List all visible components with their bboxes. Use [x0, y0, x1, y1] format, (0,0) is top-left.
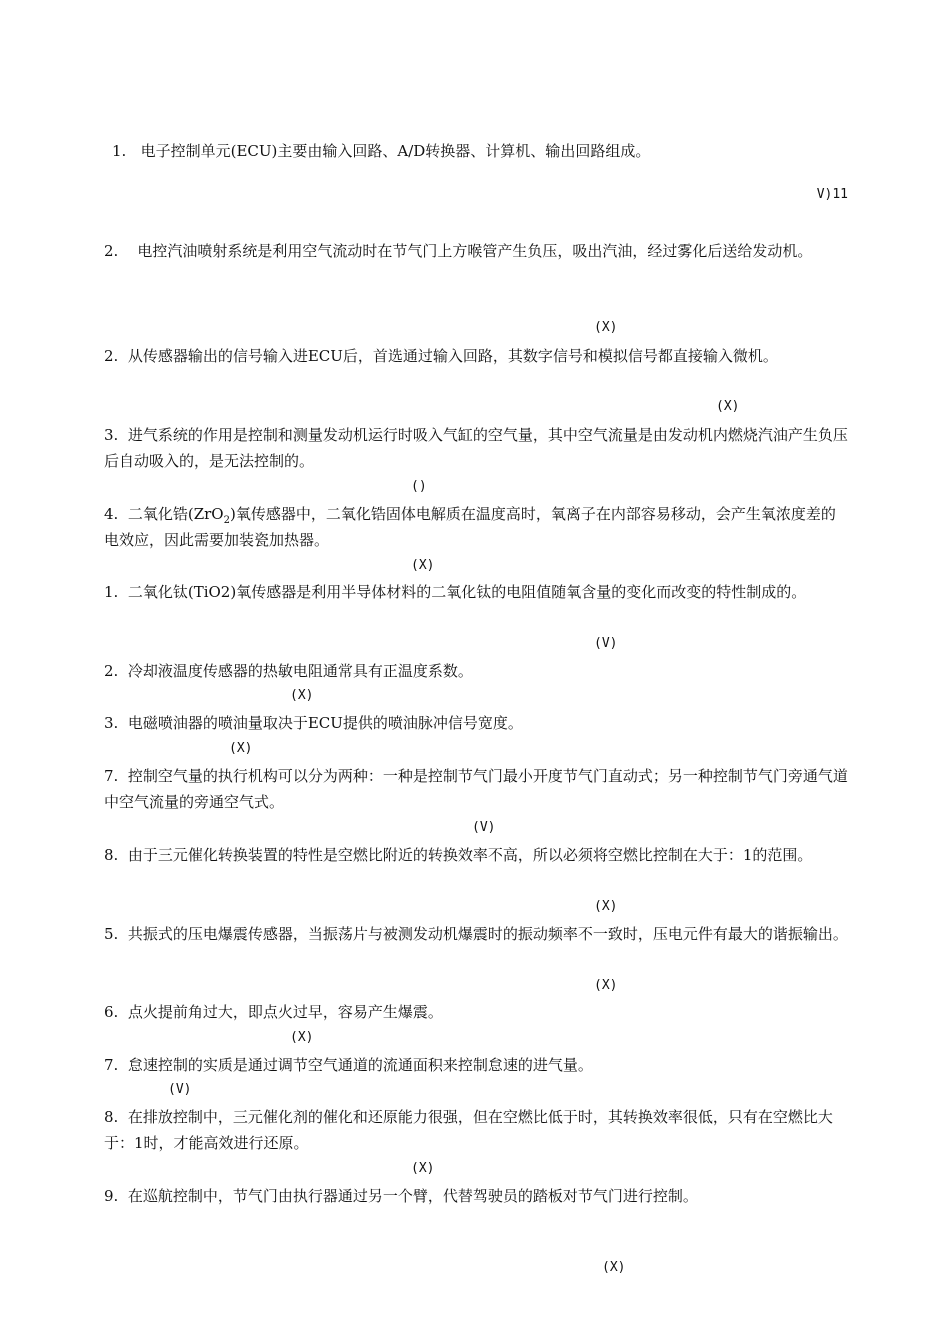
question-15: 9. 在巡航控制中，节气门由执行器通过另一个臂，代替驾驶员的踏板对节气门进行控制。 — [104, 1187, 698, 1205]
question-7: 2. 冷却液温度传感器的热敏电阻通常具有正温度系数。 — [104, 662, 473, 680]
answer-7: (X) — [290, 688, 314, 703]
question-4: 3. 进气系统的作用是控制和测量发动机运行时吸入气缸的空气量，其中空气流量是由发动机内燃烧汽油产生负压后自动吸入的，是无法控制的。 — [104, 426, 848, 470]
answer-13: (V) — [168, 1082, 192, 1097]
answer-1: V)11 — [816, 187, 848, 202]
answer-9: (V) — [472, 820, 496, 835]
answer-2: (X) — [594, 320, 618, 335]
answer-10: (X) — [594, 899, 618, 914]
question-5: 4. 二氧化锆(ZrO$_2$)氧传感器中，二氧化锆固体电解质在温度高时，氧离子在内部容易移动，会产生氧浓度差的电效应，因此需要加装瓷加热器。 — [104, 505, 836, 549]
answer-6: (V) — [594, 636, 618, 651]
answer-5: (X) — [411, 558, 435, 573]
question-14: 8. 在排放控制中，三元催化剂的催化和还原能力很强，但在空燃比低于时，其转换效率很低，只有在空燃比大于：1时，才能高效进行还原。 — [104, 1108, 833, 1152]
answer-4: () — [411, 479, 427, 494]
question-13: 7. 怠速控制的实质是通过调节空气通道的流通面积来控制怠速的进气量。 — [104, 1056, 593, 1074]
question-9: 7. 控制空气量的执行机构可以分为两种：一种是控制节气门最小开度节气门直动式；另一种控制节气门旁通气道中空气流量的旁通空气式。 — [104, 767, 848, 811]
question-11: 5. 共振式的压电爆震传感器，当振荡片与被测发动机爆震时的振动频率不一致时，压电元件有最大的谐振输出。 — [104, 925, 848, 943]
question-3: 2. 从传感器输出的信号输入进ECU后，首选通过输入回路，其数字信号和模拟信号都直接输入微机。 — [104, 347, 778, 365]
answer-14: (X) — [411, 1161, 435, 1176]
question-2: 2. 电控汽油喷射系统是利用空气流动时在节气门上方喉管产生负压，吸出汽油，经过雾化后送给发动机。 — [104, 242, 813, 260]
answer-12: (X) — [290, 1030, 314, 1045]
answer-3: (X) — [716, 399, 740, 414]
question-8: 3. 电磁喷油器的喷油量取决于ECU提供的喷油脉冲信号宽度。 — [104, 714, 523, 732]
question-12: 6. 点火提前角过大，即点火过早，容易产生爆震。 — [104, 1003, 443, 1021]
question-6: 1. 二氧化钛(TiO2)氧传感器是利用半导体材料的二氧化钛的电阻值随氧含量的变化而改变的特性制成的。 — [104, 583, 807, 601]
answer-11: (X) — [594, 978, 618, 993]
question-10: 8. 由于三元催化转换装置的特性是空燃比附近的转换效率不高，所以必须将空燃比控制在大于：1的范围。 — [104, 846, 813, 864]
question-1: 1. 电子控制单元(ECU)主要由输入回路、A/D转换器、计算机、输出回路组成。 — [112, 142, 651, 160]
answer-15: (X) — [602, 1260, 626, 1275]
answer-8: (X) — [229, 741, 253, 756]
